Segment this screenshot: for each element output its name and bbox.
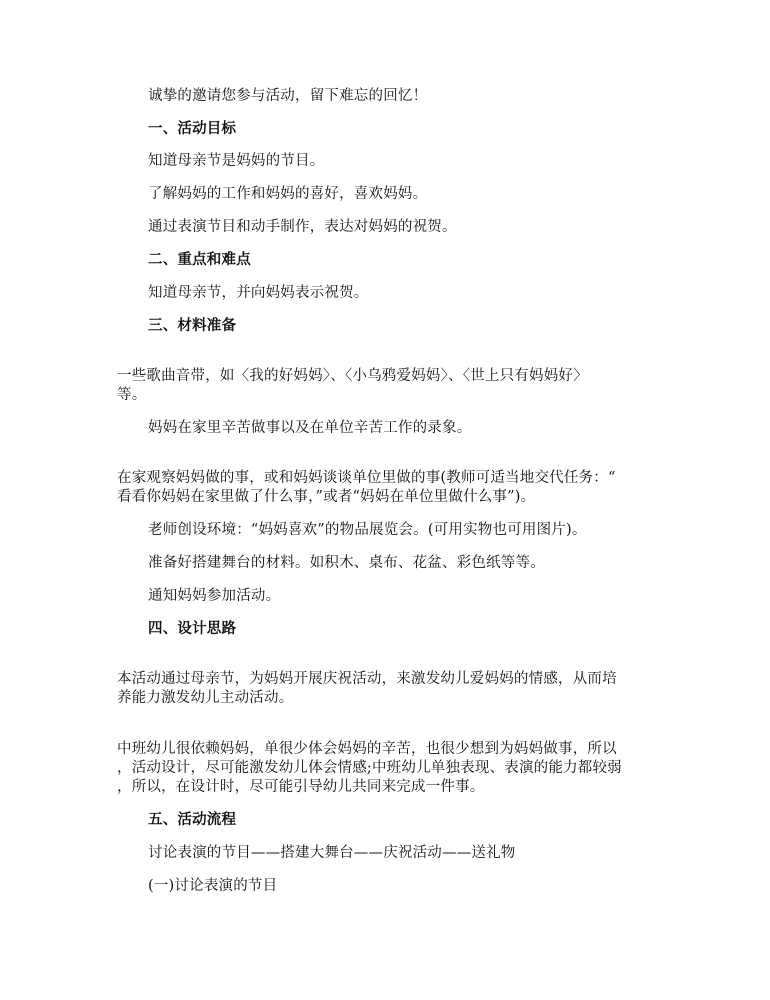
design-para2-cont: ，活动设计，尽可能激发幼儿体会情感;中班幼儿单独表现、表演的能力都较弱 xyxy=(117,760,622,776)
invitation-text: 诚挚的邀请您参与活动，留下难忘的回忆！ xyxy=(148,88,428,104)
goal-item: 通过表演节目和动手制作，表达对妈妈的祝贺。 xyxy=(148,219,457,235)
process-heading: 五、活动流程 xyxy=(148,811,237,828)
design-para2: 中班幼儿很依赖妈妈，单很少体会妈妈的辛苦，也很少想到为妈妈做事，所以 xyxy=(117,741,617,757)
materials-notify: 通知妈妈参加活动。 xyxy=(148,588,281,604)
materials-songs: 一些歌曲音带，如〈我的好妈妈〉、〈小乌鸦爱妈妈〉、〈世上只有妈妈好〉 xyxy=(117,368,588,384)
goal-item: 知道母亲节是妈妈的节目。 xyxy=(148,153,325,169)
materials-video: 妈妈在家里辛苦做事以及在单位辛苦工作的录象。 xyxy=(148,420,472,436)
goal-item: 了解妈妈的工作和妈妈的喜好，喜欢妈妈。 xyxy=(148,186,428,202)
materials-songs-cont: 等。 xyxy=(117,387,147,403)
materials-heading: 三、材料准备 xyxy=(148,317,237,334)
key-points-heading: 二、重点和难点 xyxy=(148,251,251,268)
materials-observe: 在家观察妈妈做的事，或和妈妈谈谈单位里做的事(教师可适当地交代任务：“ xyxy=(117,470,616,486)
process-flow: 讨论表演的节目——搭建大舞台——庆祝活动——送礼物 xyxy=(148,845,516,861)
materials-stage: 准备好搭建舞台的材料。如积木、桌布、花盆、彩色纸等等。 xyxy=(148,555,545,571)
materials-observe-cont: 看看你妈妈在家里做了什么事，”或者“妈妈在单位里做什么事”)。 xyxy=(117,489,536,505)
design-para2-cont: ，所以，在设计时，尽可能引导幼儿共同来完成一件事。 xyxy=(117,779,485,795)
key-points-text: 知道母亲节，并向妈妈表示祝贺。 xyxy=(148,285,369,301)
design-para1: 本活动通过母亲节，为妈妈开展庆祝活动，来激发幼儿爱妈妈的情感，从而培 xyxy=(117,671,617,687)
goals-heading: 一、活动目标 xyxy=(148,120,237,137)
process-step-heading: (一)讨论表演的节目 xyxy=(148,878,278,894)
materials-exhibit: 老师创设环境：“妈妈喜欢”的物品展览会。(可用实物也可用图片)。 xyxy=(148,522,587,538)
design-heading: 四、设计思路 xyxy=(148,620,237,637)
design-para1-cont: 养能力激发幼儿主动活动。 xyxy=(117,690,294,706)
